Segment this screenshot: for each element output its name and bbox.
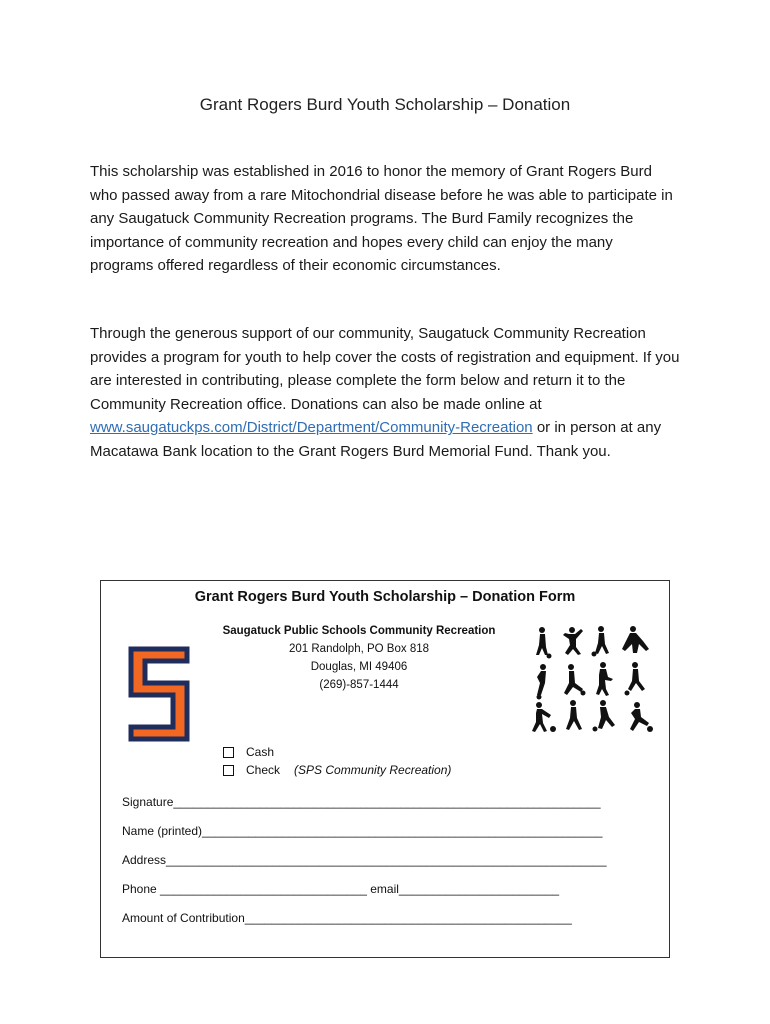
org-address-line1: 201 Randolph, PO Box 818 <box>288 643 430 655</box>
contribution-paragraph <box>90 322 680 464</box>
org-address-line2: Douglas, MI 49406 <box>310 661 408 673</box>
cash-label: Cash <box>246 745 275 759</box>
org-phone: (269)-857-1444 <box>319 679 399 691</box>
org-info <box>209 622 509 694</box>
phone-email-field[interactable]: Phone _______________________________ email________________________ <box>122 882 560 896</box>
payment-options <box>223 743 451 779</box>
check-label: Check <box>246 763 281 777</box>
check-checkbox[interactable] <box>223 765 234 776</box>
intro-paragraph: This scholarship was established in 2016 to honor the memory of Grant Rogers Burd who passed away from a rare Mitochondrial disease before he was able to participate in any Saugatuck Community Recreation programs. The Burd Family recognizes the importance of community recreation and hopes every child can enjoy the many programs offered regardless of their economic circumstances. <box>90 163 673 275</box>
signature-field[interactable]: Signature________________________________________________________________ <box>122 795 601 809</box>
s-logo-icon <box>123 645 195 743</box>
cash-checkbox[interactable] <box>223 747 234 758</box>
contribution-text: Through the generous support of our community, Saugatuck Community Recreation provides a program for youth to help cover the costs of registration and equipment. If you are interested in contributing, please complete the form below and return it to the Community Recreation office. Donations can also be made online at <box>90 325 680 413</box>
form-title: Grant Rogers Burd Youth Scholarship – Donation Form <box>194 589 576 605</box>
payment-option-cash[interactable] <box>223 743 451 761</box>
form-fields <box>122 795 607 940</box>
amount-field[interactable]: Amount of Contribution_________________________________________________ <box>122 911 572 925</box>
name-field[interactable]: Name (printed)____________________________________________________________ <box>122 824 603 838</box>
donation-link[interactable]: www.saugatuckps.com/District/Department/Community-Recreation <box>90 419 533 437</box>
page-title: Grant Rogers Burd Youth Scholarship – Donation <box>199 95 571 114</box>
address-field[interactable]: Address__________________________________________________________________ <box>122 853 607 867</box>
payment-option-check[interactable] <box>223 761 451 779</box>
soccer-players-icon <box>529 625 653 735</box>
check-payee-note: (SPS Community Recreation) <box>294 763 452 777</box>
contribution-text-end: or in person at any Macatawa Bank location to the Grant Rogers Burd Memorial Fund. Thank you. <box>90 419 662 460</box>
donation-form <box>100 580 670 958</box>
org-name: Saugatuck Public Schools Community Recreation <box>222 625 496 637</box>
